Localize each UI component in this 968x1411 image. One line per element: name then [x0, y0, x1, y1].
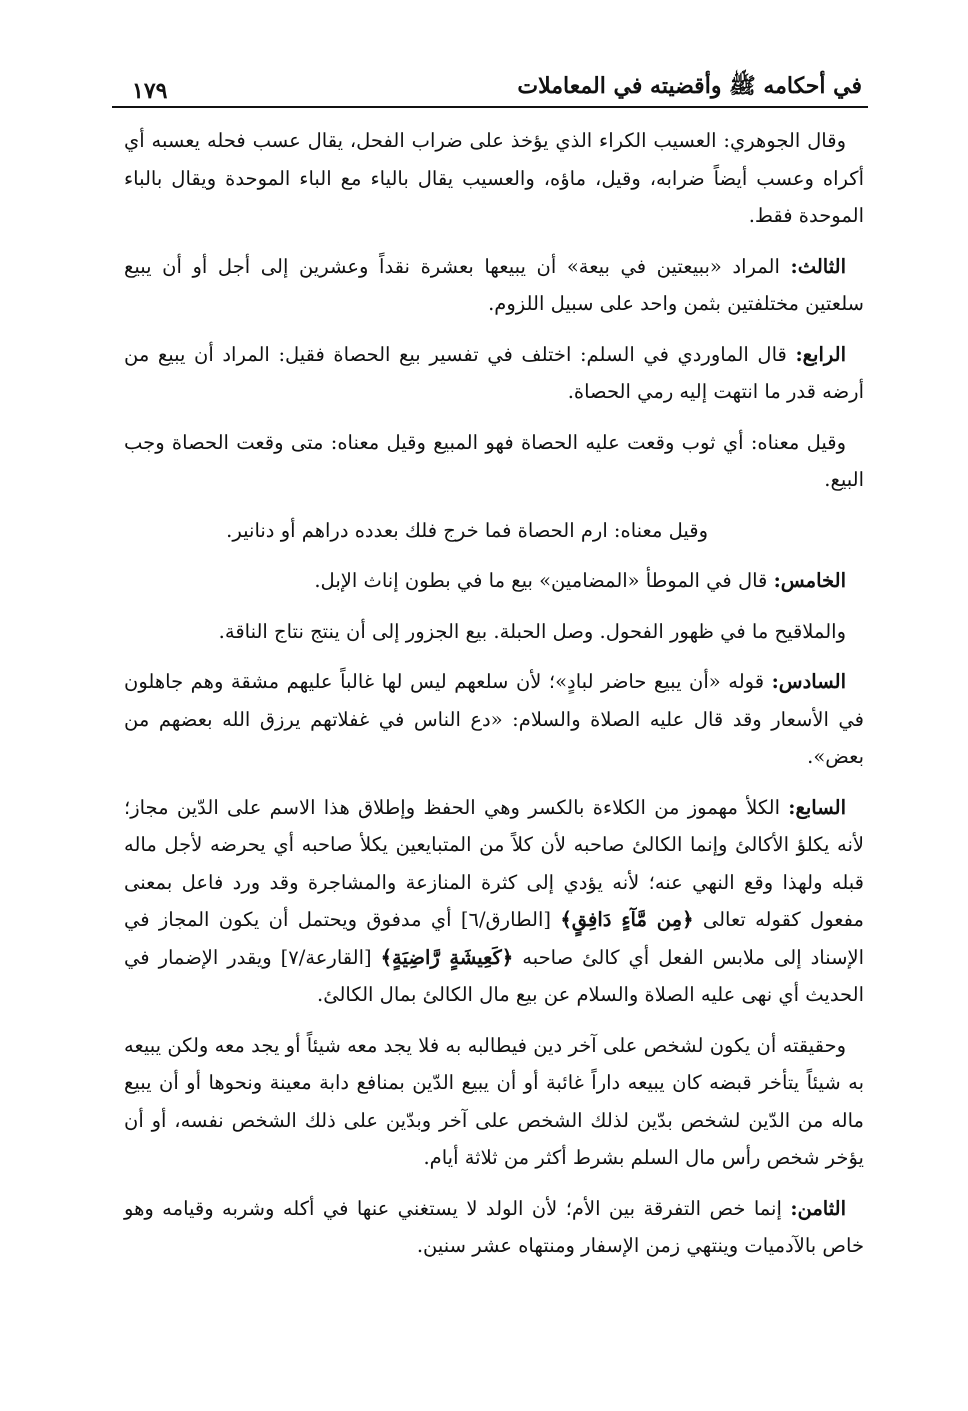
section-label-sixth: السادس:	[771, 670, 846, 693]
section-label-third: الثالث:	[790, 254, 846, 278]
paragraph-fourth	[124, 336, 864, 411]
paragraph-text: وحقيقته أن يكون لشخص على آخر دين فيطالبه به فلا يجد معه شيئاً أو يجد معه ولكن يبيعه به شيئاً يتأخر قبضه كان يبيعه داراً غائبة أو أن يبيع الدّين بمنافع دابة معينة ونحوها أو أن يبيع ماله من الدّين لشخص بدّين لذلك الشخص على آخر وبدّين على ذلك الشخص نفسه، أو أن يؤخر شخص رأس مال السلم بشرط أكثر من ثلاثة أيام.	[124, 1033, 864, 1169]
paragraph-text: المراد «ببيعتين في بيعة» أن يبيعها بعشرة نقداً وعشرين إلى أجل أو أن يبيع سلعتين مختلفتين بثمن واحد على سبيل اللزوم.	[124, 254, 864, 315]
paragraph-jawhari	[124, 122, 864, 235]
quran-quote-tariq: ﴿مِن مَّآءٍ دَافِقٍ﴾	[560, 908, 694, 931]
running-head-title: في أحكامه ﷺ وأقضيته في المعاملات	[517, 73, 862, 99]
quran-quote-qariah: ﴿كَعِيشَةٍ رَّاضِيَةٍ﴾	[380, 945, 514, 969]
paragraph-text: وقيل معناه: أي ثوب وقعت عليه الحصاة فهو المبيع وقيل معناه: متى وقعت الحصاة وجب البيع.	[124, 430, 864, 491]
paragraph-third	[124, 248, 864, 323]
page-body	[124, 122, 864, 1278]
paragraph-sixth	[124, 663, 864, 776]
section-label-fifth: الخامس:	[773, 569, 846, 592]
paragraph-fourth-alt-2	[124, 512, 864, 550]
paragraph-fourth-alt-1	[124, 424, 864, 499]
paragraph-fifth-malaqih	[124, 613, 864, 651]
paragraph-text: وقيل معناه: ارم الحصاة فما خرج فلك بعدده دراهم أو دنانير.	[226, 518, 708, 542]
paragraph-text: قال في الموطأ «المضامين» بيع ما في بطون إناث الإبل.	[314, 569, 774, 592]
paragraph-text: قال الماوردي في السلم: اختلف في تفسير بيع الحصاة فقيل: المراد أن يبيع من أرضه قدر ما انتهت إليه رمي الحصاة.	[124, 342, 864, 403]
paragraph-text-end: [القارعة/٧] ويقدر الإضمار في الحديث أي نهى عليه الصلاة والسلام عن بيع مال الكالئ بمال الكالئ.	[124, 945, 864, 1006]
paragraph-seventh	[124, 789, 864, 1014]
section-label-eighth: الثامن:	[790, 1196, 846, 1220]
paragraph-text-continued: [الطارق/٦] أي مدفوق ويحتمل أن يكون المجاز في الإسناد إلى ملابس الفعل أي كالئ صاحبه	[124, 908, 864, 969]
paragraph-text: والملاقيح ما في ظهور الفحول. وصل الحبلة. بيع الجزور إلى أن ينتج نتاج الناقة.	[218, 619, 846, 643]
header-rule	[112, 106, 868, 108]
paragraph-text: الكلأ مهموز من الكلاءة بالكسر وهي الحفظ وإطلاق هذا الاسم على الدّين مجاز؛ لأنه يكلؤ الأكالئ وإنما الكالئ صاحبه لأن كلاً من المتبايعين يكلأ صاحبه أي يحرضه لأجل ماله قبله ولهذا وقع النهي عنه؛ لأنه يؤدي إلى كثرة المنازعة والمشاجرة وقد ورد فاعل بمعنى مفعول كقوله تعالى	[124, 795, 864, 931]
paragraph-text: وقال الجوهري: العسيب الكراء الذي يؤخذ على ضراب الفحل، يقال عسب فحله يعسبه أي أكراه وعسب أيضاً ضرابه، وقيل، ماؤه، والعسيب يقال بالياء مع الباء الموحدة ويقال بالباء الموحدة فقط.	[124, 129, 864, 227]
running-head	[132, 72, 862, 104]
paragraph-text: إنما خص التفرقة بين الأم؛ لأن الولد لا يستغني عنها في أكله وشربه وقيامه وهو خاص بالآدميات وينتهي زمن الإسفار ومنتهاه عشر سنين.	[124, 1196, 864, 1257]
page-number: ١٧٩	[132, 78, 168, 104]
paragraph-text: قوله «أن يبيع حاضر لبادٍ»؛ لأن سلعهم ليس لها غالباً عليهم مشقة وهم جاهلون في الأسعار وقد قال عليه الصلاة والسلام: «دع الناس في غفلاتهم يرزق الله بعضهم من بعض».	[124, 670, 864, 768]
section-label-seventh: السابع:	[788, 795, 846, 819]
paragraph-fifth	[124, 562, 864, 600]
paragraph-seventh-haqiqa	[124, 1027, 864, 1177]
section-label-fourth: الرابع:	[795, 342, 846, 366]
paragraph-eighth	[124, 1190, 864, 1265]
